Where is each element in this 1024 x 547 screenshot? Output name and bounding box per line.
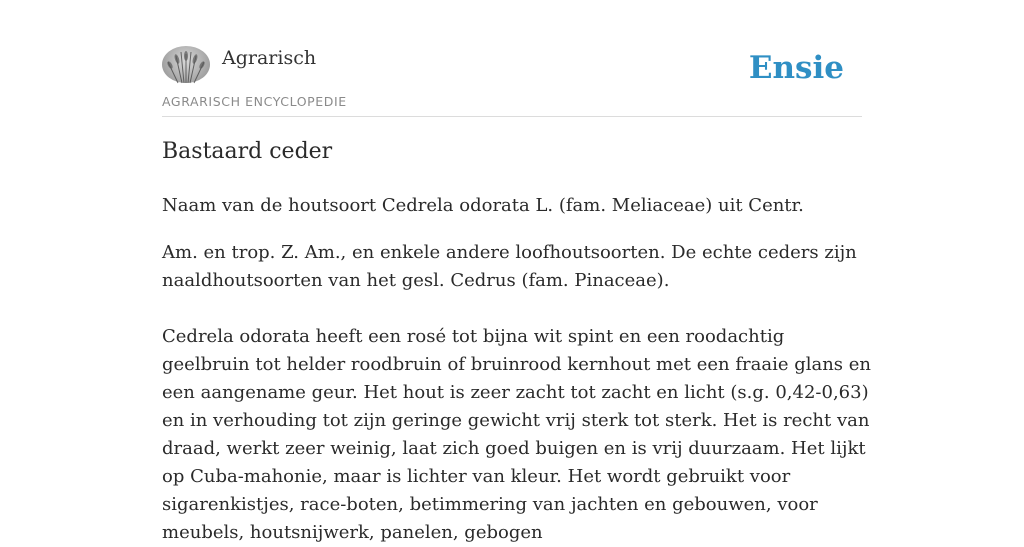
article-title: Bastaard ceder	[162, 139, 333, 164]
site-subtitle: AGRARISCH ENCYCLOPEDIE	[162, 94, 347, 109]
site-header	[162, 46, 862, 117]
article-paragraph: Am. en trop. Z. Am., en enkele andere loofhoutsoorten. De echte ceders zijn naaldhoutsoorten van het gesl. Cedrus (fam. Pinaceae).	[162, 242, 857, 291]
article-paragraph: Naam van de houtsoort Cedrela odorata L. (fam. Meliaceae) uit Centr.	[162, 195, 804, 216]
article-body	[162, 192, 872, 547]
site-name[interactable]: Agrarisch	[222, 47, 317, 69]
ensie-brand-link[interactable]: Ensie	[748, 50, 844, 86]
wheat-ears-logo-icon[interactable]	[162, 46, 210, 83]
article-paragraph: Cedrela odorata heeft een rosé tot bijna wit spint en een roodachtig geelbruin tot helder roodbruin of bruinrood kernhout met een fraaie glans en een aangename geur. Het hout is zeer zacht tot zacht en licht (s.g. 0,42-0,63) en in verhouding tot zijn geringe gewicht vrij sterk tot sterk. Het is recht van draad, werkt zeer weinig, laat zich goed buigen en is vrij duurzaam. Het lijkt op Cuba-mahonie, maar is lichter van kleur. Het wordt gebruikt voor sigarenkistjes, race-boten, betimmering van jachten en gebouwen, voor meubels, houtsnijwerk, panelen, gebogen	[162, 326, 872, 543]
